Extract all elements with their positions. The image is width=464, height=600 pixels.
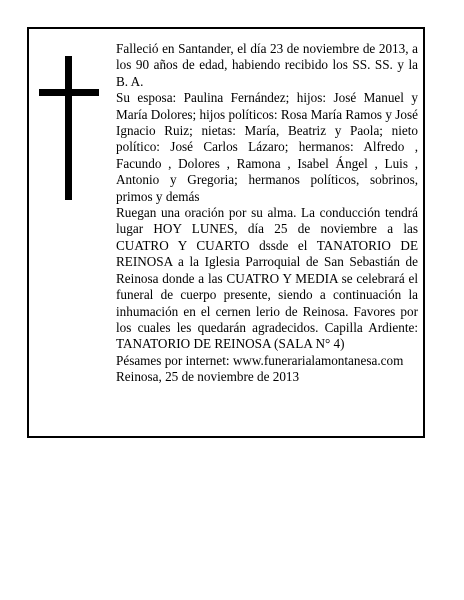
cross-icon	[39, 56, 99, 200]
notice-family-paragraph: Su esposa: Paulina Fernández; hijos: José Manuel y María Dolores; hijos políticos: Rosa María Ramos y José Ignacio Ruiz; nietas: María, Beatriz y Paola; nieto político: José Carlos Lázaro; hermanos: Alfredo , Facundo , Dolores , Ramona , Isabel Ángel , Luis , Antonio y Gregoria; hermanos políticos, sobrinos, primos y demás	[116, 90, 418, 204]
cross-vertical-bar	[65, 56, 72, 200]
cross-horizontal-bar	[39, 89, 99, 96]
notice-date-line: Reinosa, 25 de noviembre de 2013	[116, 369, 300, 385]
notice-text	[116, 41, 418, 386]
notice-death-paragraph: Falleció en Santander, el día 23 de noviembre de 2013, a los 90 años de edad, habiendo recibido los SS. SS. y la B. A.	[116, 41, 418, 89]
obituary-notice	[27, 27, 425, 438]
notice-condolences-line: Pésames por internet: www.funerarialamontanesa.com	[116, 352, 404, 368]
notice-funeral-paragraph: Ruegan una oración por su alma. La conducción tendrá lugar HOY LUNES, día 25 de noviembre a las CUATRO Y CUARTO dssde el TANATORIO DE REINOSA a la Iglesia Parroquial de San Sebastián de Reinosa donde a las CUATRO Y MEDIA se celebrará el funeral de cuerpo presente, siendo a continuación la inhumación en el cernen lerio de Reinosa. Favores por los cuales les quedarán agradecidos. Capilla Ardiente: TANATORIO DE REINOSA (SALA N° 4)	[116, 205, 418, 352]
